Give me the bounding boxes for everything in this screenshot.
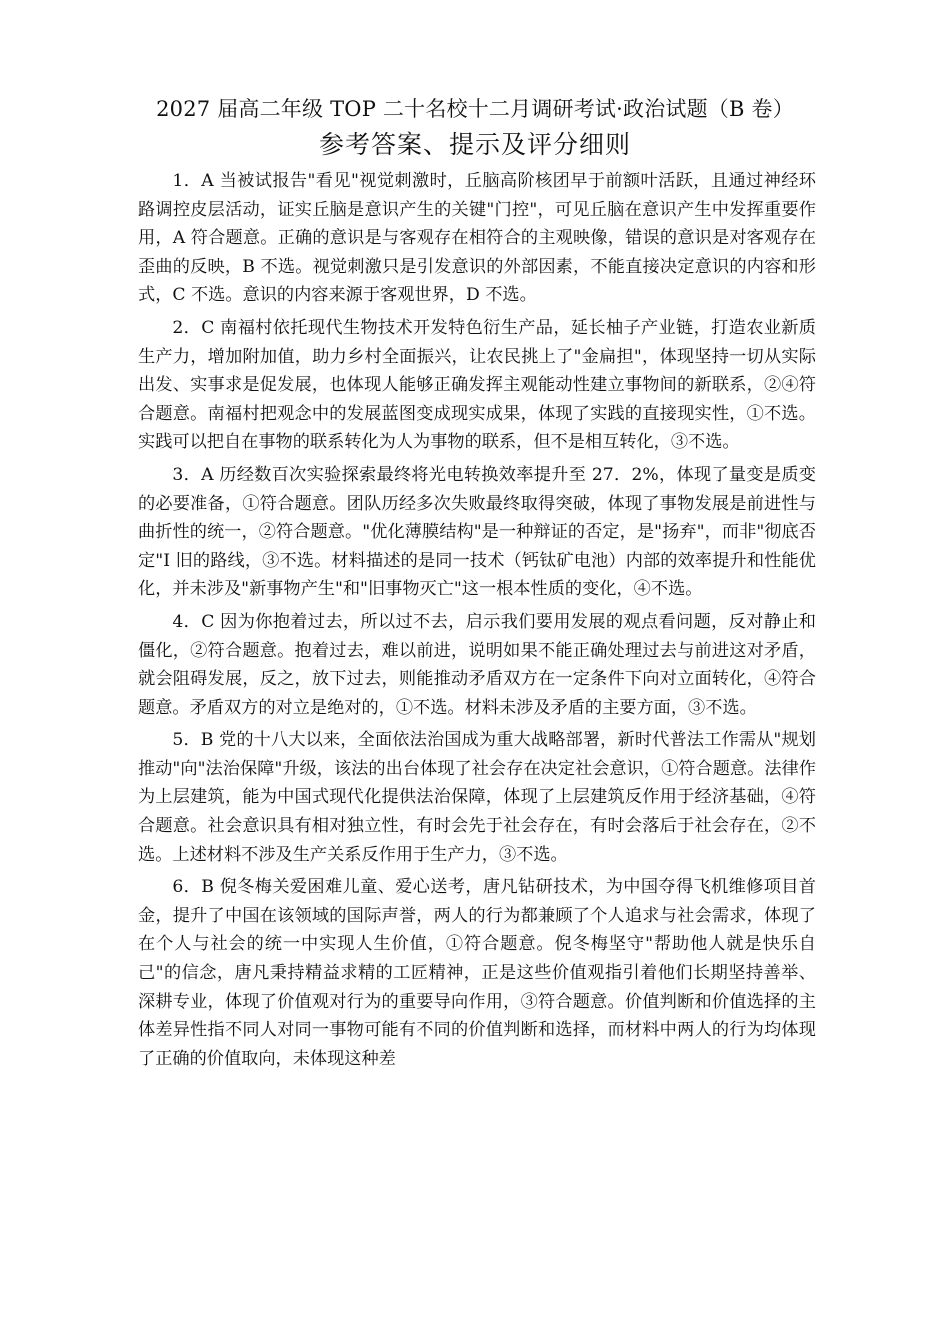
answer-item-4: 4．C 因为你抱着过去，所以过不去，启示我们要用发展的观点看问题，反对静止和僵化，②符合题意。抱着过去，难以前进，说明如果不能正确处理过去与前进这对矛盾，就会阻碍发展，反之，放下过去，则能推动矛盾双方在一定条件下向对立面转化，④符合题意。矛盾双方的对立是绝对的，①不选。材料未涉及矛盾的主要方面，③不选。 bbox=[138, 611, 816, 718]
answer-list bbox=[138, 167, 816, 1077]
document-title: 2027 届高二年级 TOP 二十名校十二月调研考试·政治试题（B 卷） bbox=[156, 97, 794, 121]
answer-item-1: 1．A 当被试报告"看见"视觉刺激时，丘脑高阶核团早于前额叶活跃，且通过神经环路调控皮层活动，证实丘脑是意识产生的关键"门控"，可见丘脑在意识产生中发挥重要作用，A 符合题意。正确的意识是与客观存在相符合的主观映像，错误的意识是对客观存在歪曲的反映，B 不选。视觉刺激只是引发意识的外部因素，不能直接决定意识的内容和形式，C 不选。意识的内容来源于客观世界，D 不选。 bbox=[138, 171, 816, 306]
document-subtitle: 参考答案、提示及评分细则 bbox=[318, 130, 631, 159]
answer-item-5: 5．B 党的十八大以来，全面依法治国成为重大战略部署，新时代普法工作需从"规划推动"向"法治保障"升级，该法的出台体现了社会存在决定社会意识，①符合题意。法律作为上层建筑，能为中国式现代化提供法治保障，体现了上层建筑反作用于经济基础，④符合题意。社会意识具有相对独立性，有时会先于社会存在，有时会落后于社会存在，②不选。上述材料不涉及生产关系反作用于生产力，③不选。 bbox=[138, 730, 816, 865]
answer-item-2: 2．C 南福村依托现代生物技术开发特色衍生产品，延长柚子产业链，打造农业新质生产力，增加附加值，助力乡村全面振兴，让农民挑上了"金扁担"，体现坚持一切从实际出发、实事求是促发展，也体现人能够正确发挥主观能动性建立事物间的新联系，②④符合题意。南福村把观念中的发展蓝图变成现实成果，体现了实践的直接现实性，①不选。实践可以把自在事物的联系转化为人为事物的联系，但不是相互转化，③不选。 bbox=[138, 317, 816, 453]
answer-item-3: 3．A 历经数百次实验探索最终将光电转换效率提升至 27．2%，体现了量变是质变的必要准备，①符合题意。团队历经多次失败最终取得突破，体现了事物发展是前进性与曲折性的统一，②符合题意。"优化薄膜结构"是一种辩证的否定，是"扬弃"，而非"彻底否定"I 旧的路线，③不选。材料描述的是同一技术（钙钛矿电池）内部的效率提升和性能优化，并未涉及"新事物产生"和"旧事物灭亡"这一根本性质的变化，④不选。 bbox=[138, 464, 816, 600]
answer-item-6: 6．B 倪冬梅关爱困难儿童、爱心送考，唐凡钻研技术，为中国夺得飞机维修项目首金，提升了中国在该领域的国际声誉，两人的行为都兼顾了个人追求与社会需求，体现了在个人与社会的统一中实现人生价值，①符合题意。倪冬梅坚守"帮助他人就是快乐自己"的信念，唐凡秉持精益求精的工匠精神，正是这些价值观指引着他们长期坚持善举、深耕专业，体现了价值观对行为的重要导向作用，③符合题意。价值判断和价值选择的主体差异性指不同人对同一事物可能有不同的价值判断和选择，而材料中两人的行为均体现了正确的价值取向，未体现这种差 bbox=[138, 877, 816, 1069]
